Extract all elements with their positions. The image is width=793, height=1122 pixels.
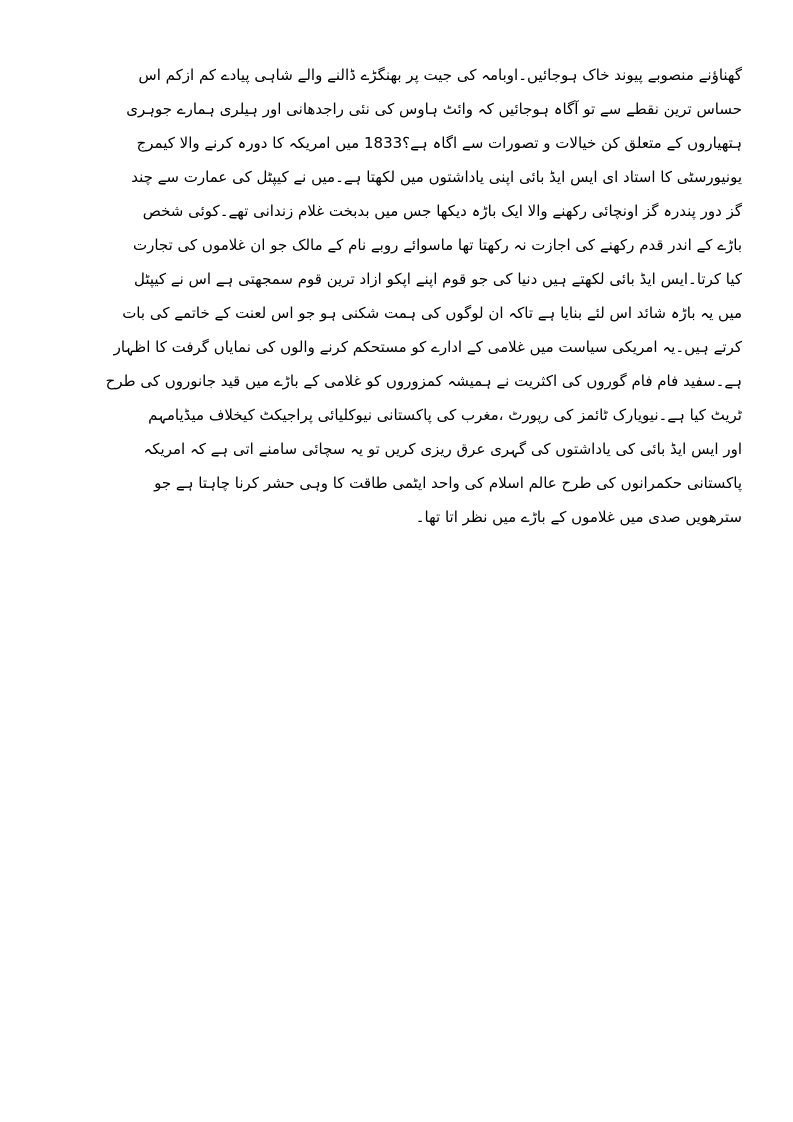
text-line-1: گھناؤنے منصوبے پیوند خاک ہوجائیں۔اوبامہ کی جیت پر بھنگڑے ڈالنے والے شاہی پیادے کم ازکم اس [138,66,742,84]
text-line-14: سترھویں صدی میں غلاموں کے باڑے میں نظر اتا تھا۔ [415,508,742,526]
text-line-6: باڑے کے اندر قدم رکھنے کی اجازت نہ رکھتا تھا ماسوائے روبے نام کے مالک جو ان غلاموں کی تجارت [132,236,742,254]
text-line-11: ٹریٹ کیا ہے۔نیویارک ٹائمز کی رپورٹ ،مغرب کی پاکستانی نیوکلیائی پراجیکٹ کیخلاف میڈیامہم [148,406,742,424]
text-line-4: یونیورسٹی کا استاد ای ایس ایڈ بائی اپنی یاداشتوں میں لکھتا ہے۔میں نے کیپٹل کی عمارت سے چند [131,168,742,186]
text-line-10: ہے۔سفید فام فام گوروں کی اکثریت نے ہمیشہ کمزوروں کو غلامی کے باڑے میں قید جانوروں کی طرح [105,372,742,390]
text-line-13: پاکستانی حکمرانوں کی طرح عالم اسلام کی واحد ایٹمی طاقت کا وہی حشر کرنا چاہتا ہے جو [154,474,742,492]
text-line-9: کرتے ہیں۔یہ امریکی سیاست میں غلامی کے ادارے کو مستحکم کرنے والوں کی نمایاں گرفت کا اظہار [113,338,742,356]
text-line-8: میں یہ باڑہ شائد اس لئے بنایا ہے تاکہ ان لوگوں کی ہمت شکنی ہو جو اس لعنت کے خاتمے کی بات [122,304,742,322]
article-text [52,58,742,534]
text-line-2: حساس ترین نقطے سے تو آگاہ ہوجائیں کہ وائٹ ہاوس کی نئی راجدھانی اور ہیلری ہمارے جوہری [126,100,742,118]
text-line-5: گز دور پندرہ گز اونچائی رکھنے والا ایک باڑہ دیکھا جس میں بدبخت غلام زندانی تھے۔کوئی شخص [142,202,742,220]
text-line-12: اور ایس ایڈ بائی کی یاداشتوں کی گہری عرق ریزی کریں تو یہ سچائی سامنے اتی ہے کہ امریکہ [143,440,742,458]
text-line-7: کیا کرتا۔ایس ایڈ بائی لکھتے ہیں دنیا کی جو قوم اپنے اپکو ازاد ترین قوم سمجھتی ہے اس نے کیپٹل [133,270,742,288]
text-line-3: ہتھیاروں کے متعلق کن خیالات و تصورات سے اگاہ ہے؟1833 میں امریکہ کا دورہ کرنے والا کیمرج [136,134,742,152]
